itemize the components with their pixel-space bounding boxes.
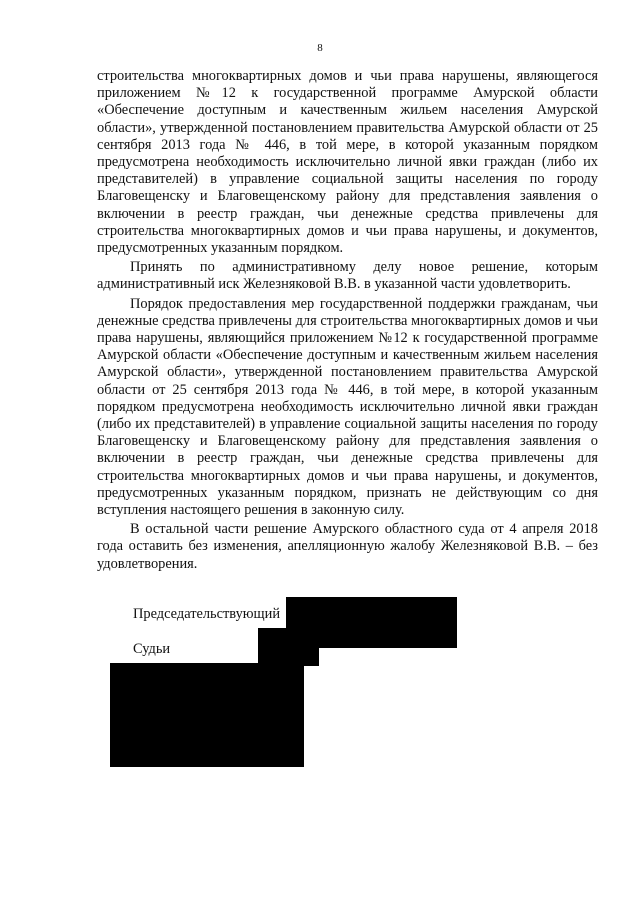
redaction-block-middle [258,628,319,666]
paragraph-remaining-part: В остальной части решение Амурского областного суда от 4 апреля 2018 года оставить без изменения, апелляционную жалобу Железняковой В.В. – без удовлетворения. [97,521,598,572]
document-body [97,68,598,575]
presiding-judge-label: Председательствующий [133,606,281,622]
judges-label: Судьи [133,641,171,657]
redaction-block-judges [110,663,304,767]
page-number: 8 [317,42,323,54]
paragraph-continuation: строительства многоквартирных домов и чьи права нарушены, являющегося приложением №12 к государственной программе Амурской области «Обеспечение доступным и качественным жильем населения Амурской области», утвержденной постановлением правительства Амурской области от 25 сентября 2013 года № 446, в той мере, в которой указанным порядком предусмотрена необходимость исключительно личной явки граждан (либо их представителей) в управление социальной защиты населения по городу Благовещенску и Благовещенскому району для представления заявления о включении в реестр граждан, чьи денежные средства привлечены для строительства многоквартирных домов и чьи права нарушены, и документов, предусмотренных указанным порядком. [97,68,598,257]
paragraph-procedure-invalid: Порядок предоставления мер государственной поддержки гражданам, чьи денежные средства привлечены для строительства многоквартирных домов и чьи права нарушены, являющийся приложением №12 к государственной программе Амурской области «Обеспечение доступным и качественным жильем населения Амурской области», утвержденной постановлением правительства Амурской области от 25 сентября 2013 года № 446, в той мере, в которой указанным порядком предусмотрена необходимость исключительно личной явки граждан (либо их представителей) в управление социальной защиты населения по городу Благовещенску и Благовещенскому району для представления заявления о включении в реестр граждан, чьи денежные средства привлечены для строительства многоквартирных домов и чьи права нарушены, и документов, предусмотренных указанным порядком, признать не действующим со дня вступления настоящего решения в законную силу. [97,295,598,519]
paragraph-new-decision: Принять по административному делу новое решение, которым административный иск Железняковой В.В. в указанной части удовлетворить. [97,259,598,293]
